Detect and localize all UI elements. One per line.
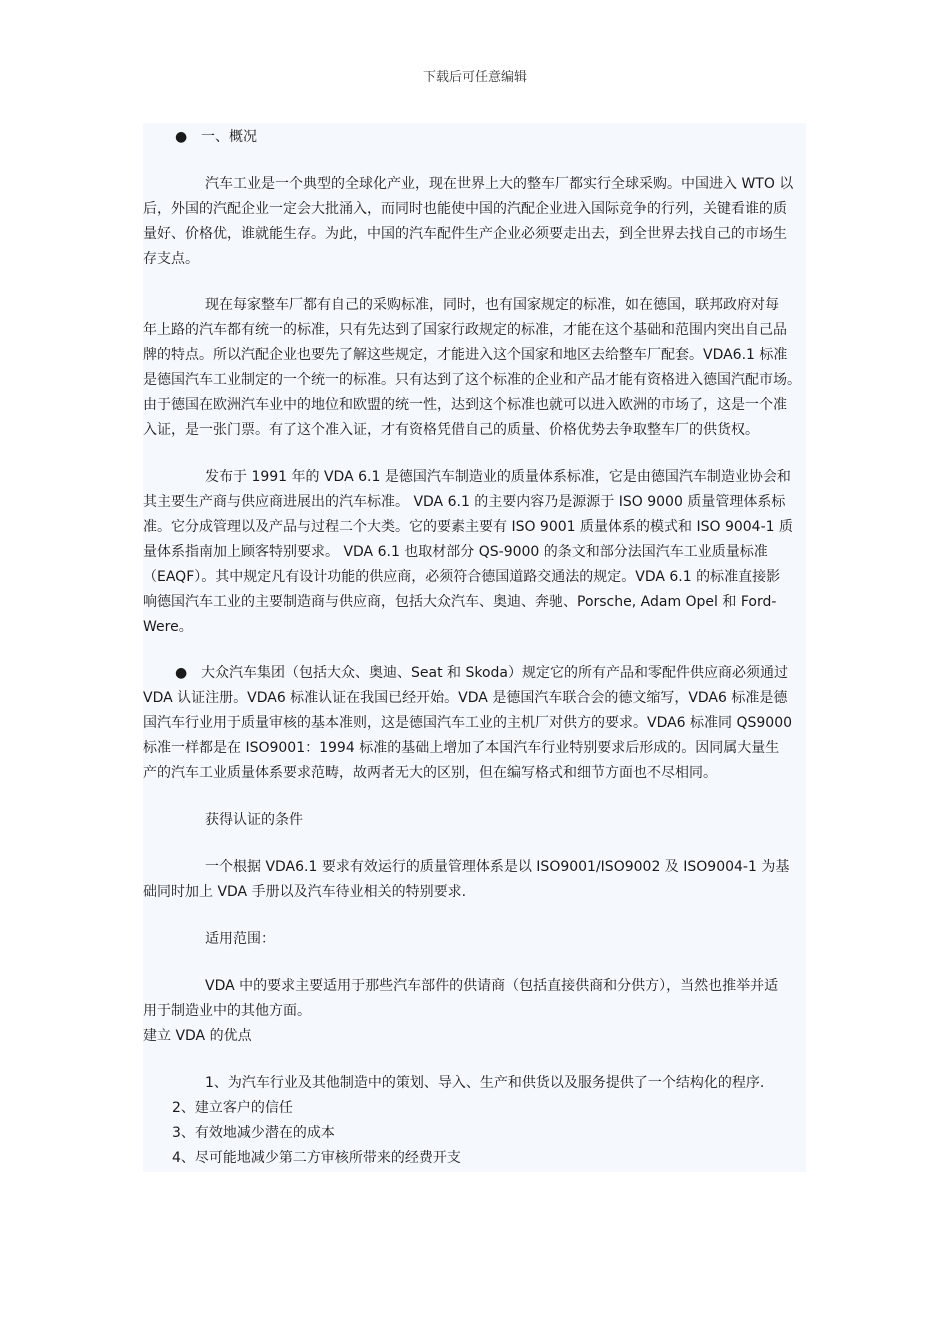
section-heading-advantages: 建立 VDA 的优点 bbox=[143, 1028, 252, 1044]
document-body bbox=[143, 123, 806, 1172]
paragraph-line: 汽车工业是一个典型的全球化产业，现在世界上大的整车厂都实行全球采购。中国进入 WTO 以 bbox=[205, 176, 794, 192]
list-item: 2、建立客户的信任 bbox=[172, 1100, 293, 1116]
section-heading-conditions: 获得认证的条件 bbox=[205, 812, 303, 828]
paragraph-line: VDA 中的要求主要适用于那些汽车部件的供请商（包括直接供商和分供方），当然也推举并适 bbox=[205, 978, 779, 994]
paragraph-line: 大众汽车集团（包括大众、奥迪、Seat 和 Skoda）规定它的所有产品和零配件供应商必须通过 bbox=[201, 665, 788, 681]
paragraph-line: Were。 bbox=[143, 619, 193, 635]
paragraph-line: 现在每家整车厂都有自己的采购标准，同时，也有国家规定的标准，如在德国，联邦政府对每 bbox=[205, 297, 779, 313]
paragraph-line: 存支点。 bbox=[143, 251, 199, 267]
paragraph-line: VDA 认证注册。VDA6 标准认证在我国已经开始。VDA 是德国汽车联合会的德文缩写，VDA6 标准是德 bbox=[143, 690, 788, 706]
paragraph-line: 础同时加上 VDA 手册以及汽车待业相关的特别要求. bbox=[143, 884, 467, 900]
paragraph-line: 是德国汽车工业制定的一个统一的标准。只有达到了这个标准的企业和产品才能有资格进入德国汽配市场。 bbox=[143, 372, 801, 388]
paragraph-line: 后，外国的汽配企业一定会大批涌入，而同时也能使中国的汽配企业进入国际竞争的行列，关键看谁的质 bbox=[143, 201, 787, 217]
paragraph-line: 牌的特点。所以汽配企业也要先了解这些规定，才能进入这个国家和地区去给整车厂配套。VDA6.1 标准 bbox=[143, 347, 788, 363]
paragraph-line: 用于制造业中的其他方面。 bbox=[143, 1003, 311, 1019]
section-heading-overview: 一、概况 bbox=[201, 129, 257, 145]
page-header-note: 下载后可任意编辑 bbox=[422, 70, 527, 85]
list-item: 3、有效地减少潜在的成本 bbox=[172, 1125, 335, 1141]
paragraph-line: 标准一样都是在 ISO9001：1994 标准的基础上增加了本国汽车行业特别要求后形成的。因同属大量生 bbox=[143, 740, 780, 756]
paragraph-line: 量好、价格优，谁就能生存。为此，中国的汽车配件生产企业必须要走出去，到全世界去找自己的市场生 bbox=[143, 226, 787, 242]
bullet-icon: ● bbox=[175, 129, 188, 145]
paragraph-line: 国汽车行业用于质量审核的基本准则，这是德国汽车工业的主机厂对供方的要求。VDA6 标准同 QS9000 bbox=[143, 715, 793, 731]
paragraph-line: 其主要生产商与供应商进展出的汽车标准。 VDA 6.1 的主要内容乃是源源于 ISO 9000 质量管理体系标 bbox=[143, 494, 786, 510]
paragraph-line: 由于德国在欧洲汽车业中的地位和欧盟的统一性，达到这个标准也就可以进入欧洲的市场了，这是一个准 bbox=[143, 397, 787, 413]
paragraph-line: 一个根据 VDA6.1 要求有效运行的质量管理体系是以 ISO9001/ISO9002 及 ISO9004-1 为基 bbox=[205, 859, 790, 875]
list-item: 1、为汽车行业及其他制造中的策划、导入、生产和供货以及服务提供了一个结构化的程序. bbox=[205, 1075, 765, 1091]
paragraph-line: 入证，是一张门票。有了这个准入证，才有资格凭借自己的质量、价格优势去争取整车厂的供货权。 bbox=[143, 422, 759, 438]
bullet-icon: ● bbox=[175, 665, 188, 681]
paragraph-line: 发布于 1991 年的 VDA 6.1 是德国汽车制造业的质量体系标准，它是由德国汽车制造业协会和 bbox=[205, 469, 791, 485]
paragraph-line: 年上路的汽车都有统一的标准，只有先达到了国家行政规定的标准，才能在这个基础和范围内突出自己品 bbox=[143, 322, 787, 338]
paragraph-line: 响德国汽车工业的主要制造商与供应商，包括大众汽车、奥迪、奔驰、Porsche, Adam Opel 和 Ford- bbox=[143, 594, 777, 610]
paragraph-line: 产的汽车工业质量体系要求范畴，故两者无大的区别，但在编写格式和细节方面也不尽相同。 bbox=[143, 765, 717, 781]
paragraph-line: （EAQF）。其中规定凡有设计功能的供应商，必须符合德国道路交通法的规定。VDA 6.1 的标准直接影 bbox=[143, 569, 781, 585]
section-heading-scope: 适用范围： bbox=[205, 931, 275, 947]
paragraph-line: 准。它分成管理以及产品与过程二个大类。它的要素主要有 ISO 9001 质量体系的模式和 ISO 9004-1 质 bbox=[143, 519, 793, 535]
list-item: 4、尽可能地减少第二方审核所带来的经费开支 bbox=[172, 1150, 461, 1166]
paragraph-line: 量体系指南加上顾客特别要求。 VDA 6.1 也取材部分 QS-9000 的条文和部分法国汽车工业质量标准 bbox=[143, 544, 768, 560]
